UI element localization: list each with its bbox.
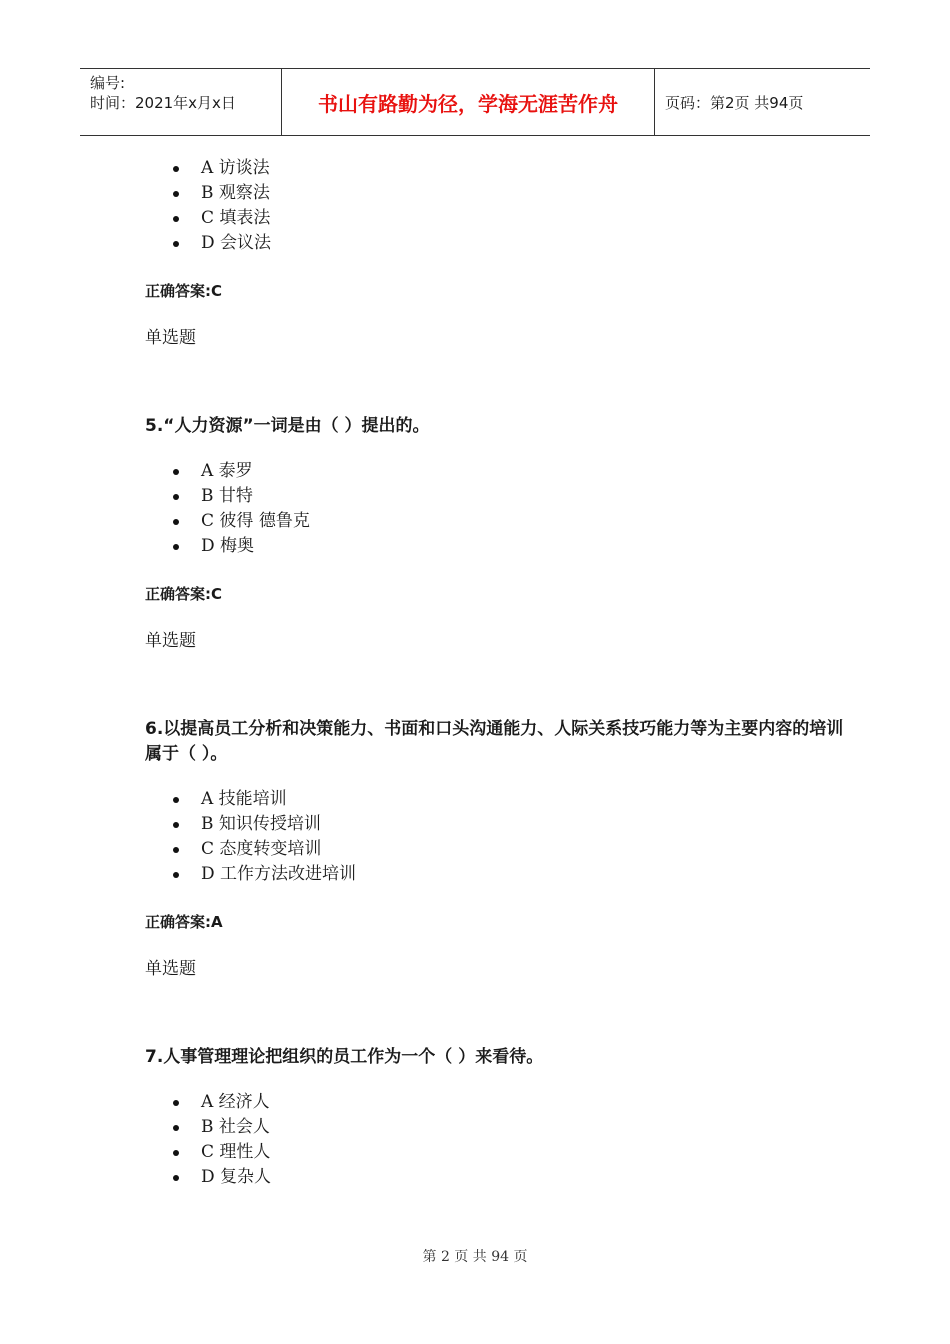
option-c: C 填表法 [145, 206, 845, 231]
correct-answer: 正确答案:A [145, 913, 223, 931]
correct-answer: 正确答案:C [145, 282, 223, 300]
option-b: B 甘特 [145, 484, 845, 509]
option-a: A 泰罗 [145, 459, 845, 484]
option-a: A 访谈法 [145, 156, 845, 181]
document-body [145, 156, 845, 1190]
question-block-4-tail [145, 156, 845, 350]
option-list [145, 1090, 845, 1190]
question-type: 单选题 [145, 631, 196, 651]
option-list [145, 459, 845, 559]
header-motto: 书山有路勤为径，学海无涯苦作舟 [282, 69, 655, 135]
option-b: B 观察法 [145, 181, 845, 206]
option-d: D 复杂人 [145, 1165, 845, 1190]
question-type: 单选题 [145, 328, 196, 348]
option-list [145, 156, 845, 256]
question-text: 5.“人力资源”一词是由（ ）提出的。 [145, 416, 430, 436]
option-d: D 工作方法改进培训 [145, 862, 845, 887]
option-c: C 彼得 德鲁克 [145, 509, 845, 534]
option-c: C 理性人 [145, 1140, 845, 1165]
question-text: 6.以提高员工分析和决策能力、书面和口头沟通能力、人际关系技巧能力等为主要内容的培训属于（ ）。 [145, 719, 844, 764]
question-block-5 [145, 414, 845, 653]
option-b: B 社会人 [145, 1115, 845, 1140]
option-d: D 梅奥 [145, 534, 845, 559]
option-a: A 经济人 [145, 1090, 845, 1115]
header-meta [80, 69, 282, 135]
correct-answer: 正确答案:C [145, 585, 223, 603]
option-c: C 态度转变培训 [145, 837, 845, 862]
option-list [145, 787, 845, 887]
question-block-6 [145, 717, 845, 981]
header-page-info: 页码：第2页 共94页 [665, 93, 804, 112]
question-text: 7.人事管理理论把组织的员工作为一个（ ）来看待。 [145, 1047, 544, 1067]
document-time-label: 时间：2021年x月x日 [90, 94, 236, 112]
option-b: B 知识传授培训 [145, 812, 845, 837]
question-type: 单选题 [145, 959, 196, 979]
option-d: D 会议法 [145, 231, 845, 256]
page-header [80, 68, 870, 136]
option-a: A 技能培训 [145, 787, 845, 812]
page-footer: 第 2 页 共 94 页 [422, 1249, 528, 1265]
question-block-7 [145, 1045, 845, 1190]
document-number-label: 编号: [90, 74, 126, 92]
